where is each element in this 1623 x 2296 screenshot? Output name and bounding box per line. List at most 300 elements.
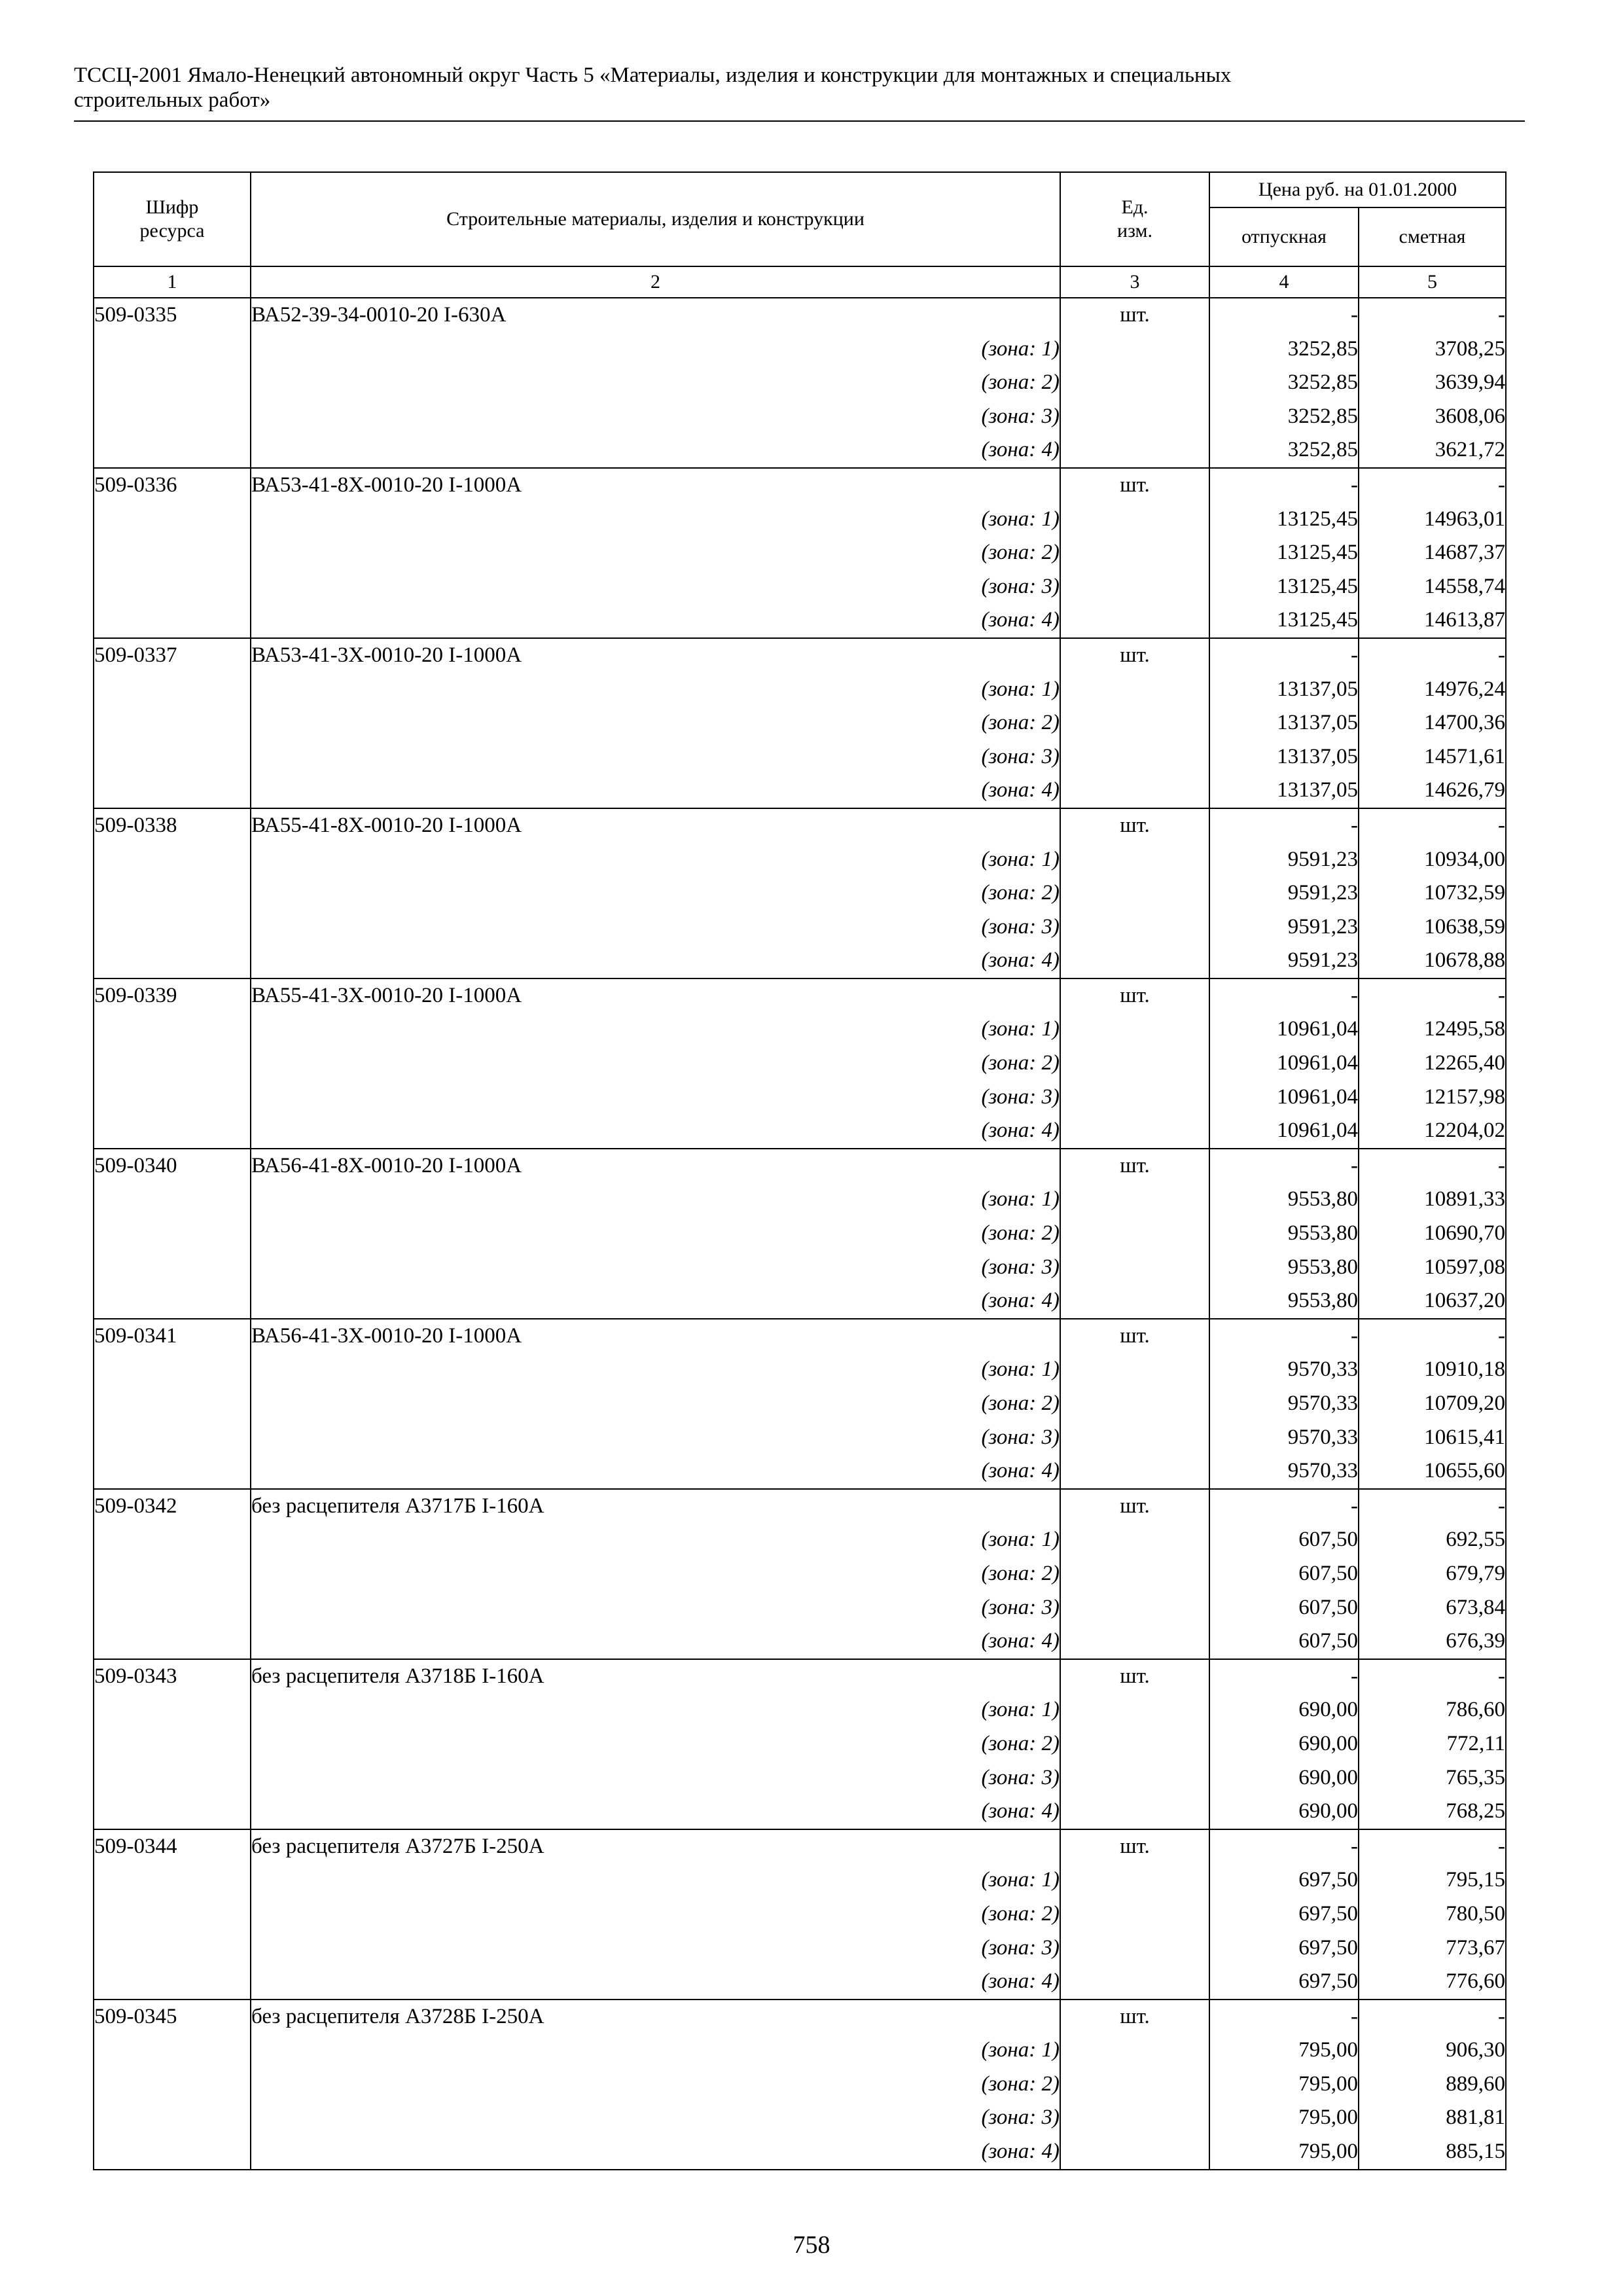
- empty-cell: [1060, 1761, 1209, 1795]
- column-header-price-estimate: сметная: [1359, 207, 1506, 266]
- zone-label: (зона: 1): [251, 332, 1060, 367]
- zone-estimate-price: 10637,20: [1359, 1284, 1506, 1319]
- page-number: 758: [793, 2231, 830, 2259]
- zone-row: [94, 1183, 1506, 1217]
- zone-estimate-price: 14558,74: [1359, 570, 1506, 604]
- zone-release-price: 9591,23: [1209, 876, 1359, 910]
- zone-row: [94, 603, 1506, 638]
- zone-release-price: 607,50: [1209, 1591, 1359, 1625]
- zone-release-price: 10961,04: [1209, 1081, 1359, 1115]
- table-row: [94, 1489, 1506, 1524]
- zone-row: [94, 1114, 1506, 1149]
- column-header-unit: [1060, 172, 1209, 266]
- empty-cell: [1060, 910, 1209, 944]
- column-header-price-group: Цена руб. на 01.01.2000: [1209, 172, 1506, 207]
- empty-cell: [1060, 603, 1209, 638]
- zone-estimate-price: 10615,41: [1359, 1421, 1506, 1455]
- material-name: без расцепителя А3728Б I-250А: [251, 2000, 1060, 2034]
- unit-of-measure: шт.: [1060, 1659, 1209, 1694]
- zone-estimate-price: 12265,40: [1359, 1047, 1506, 1081]
- unit-of-measure: шт.: [1060, 468, 1209, 503]
- empty-cell: [94, 1421, 251, 1455]
- zone-label: (зона: 3): [251, 1081, 1060, 1115]
- zone-release-price: 10961,04: [1209, 1114, 1359, 1149]
- material-name: без расцепителя А3727Б I-250А: [251, 1829, 1060, 1864]
- zone-estimate-price: 10910,18: [1359, 1353, 1506, 1387]
- zone-estimate-price: 14963,01: [1359, 503, 1506, 537]
- zone-row: [94, 1897, 1506, 1931]
- zone-label: (зона: 2): [251, 1217, 1060, 1251]
- release-price: -: [1209, 978, 1359, 1013]
- zone-label: (зона: 4): [251, 944, 1060, 978]
- empty-cell: [1060, 1727, 1209, 1761]
- zone-release-price: 607,50: [1209, 1557, 1359, 1591]
- zone-estimate-price: 10638,59: [1359, 910, 1506, 944]
- zone-row: [94, 366, 1506, 400]
- zone-release-price: 9553,80: [1209, 1251, 1359, 1285]
- empty-cell: [1060, 1624, 1209, 1659]
- zone-estimate-price: 3639,94: [1359, 366, 1506, 400]
- empty-cell: [1060, 1591, 1209, 1625]
- header-rule: [74, 120, 1525, 122]
- zone-estimate-price: 676,39: [1359, 1624, 1506, 1659]
- zone-row: [94, 570, 1506, 604]
- resource-code: 509-0344: [94, 1829, 251, 1864]
- zone-row: [94, 1624, 1506, 1659]
- zone-row: [94, 1863, 1506, 1897]
- resource-code: 509-0345: [94, 2000, 251, 2034]
- zone-estimate-price: 3621,72: [1359, 433, 1506, 468]
- zone-row: [94, 944, 1506, 978]
- zone-release-price: 13125,45: [1209, 536, 1359, 570]
- zone-release-price: 9591,23: [1209, 944, 1359, 978]
- material-name: ВА56-41-8Х-0010-20 I-1000А: [251, 1149, 1060, 1183]
- table-row: [94, 808, 1506, 843]
- unit-of-measure: шт.: [1060, 978, 1209, 1013]
- empty-cell: [1060, 1931, 1209, 1965]
- empty-cell: [94, 774, 251, 808]
- resource-code: 509-0339: [94, 978, 251, 1013]
- zone-row: [94, 2135, 1506, 2170]
- zone-label: (зона: 3): [251, 570, 1060, 604]
- zone-row: [94, 1454, 1506, 1489]
- estimate-price: -: [1359, 1149, 1506, 1183]
- empty-cell: [1060, 2135, 1209, 2170]
- zone-row: [94, 1047, 1506, 1081]
- empty-cell: [1060, 570, 1209, 604]
- empty-cell: [94, 944, 251, 978]
- running-header-line-2: строительных работ»: [74, 88, 271, 112]
- zone-label: (зона: 3): [251, 2101, 1060, 2135]
- empty-cell: [94, 1114, 251, 1149]
- zone-row: [94, 2034, 1506, 2068]
- zone-release-price: 9591,23: [1209, 843, 1359, 877]
- zone-row: [94, 740, 1506, 774]
- estimate-price: -: [1359, 978, 1506, 1013]
- zone-label: (зона: 3): [251, 1421, 1060, 1455]
- zone-release-price: 3252,85: [1209, 332, 1359, 367]
- zone-label: (зона: 3): [251, 910, 1060, 944]
- empty-cell: [94, 1727, 251, 1761]
- zone-label: (зона: 2): [251, 1387, 1060, 1421]
- release-price: -: [1209, 1149, 1359, 1183]
- material-name: без расцепителя А3717Б I-160А: [251, 1489, 1060, 1524]
- zone-row: [94, 1761, 1506, 1795]
- zone-row: [94, 1931, 1506, 1965]
- zone-label: (зона: 4): [251, 433, 1060, 468]
- empty-cell: [94, 2068, 251, 2102]
- empty-cell: [1060, 536, 1209, 570]
- table-row: [94, 1829, 1506, 1864]
- empty-cell: [1060, 1217, 1209, 1251]
- zone-estimate-price: 14613,87: [1359, 603, 1506, 638]
- estimate-price: -: [1359, 298, 1506, 332]
- unit-of-measure: шт.: [1060, 1489, 1209, 1524]
- zone-estimate-price: 14700,36: [1359, 706, 1506, 740]
- empty-cell: [94, 1863, 251, 1897]
- material-name: ВА56-41-3Х-0010-20 I-1000А: [251, 1319, 1060, 1354]
- material-name: без расцепителя А3718Б I-160А: [251, 1659, 1060, 1694]
- zone-release-price: 13137,05: [1209, 706, 1359, 740]
- table-row: [94, 2000, 1506, 2034]
- empty-cell: [94, 706, 251, 740]
- zone-row: [94, 433, 1506, 468]
- empty-cell: [1060, 1795, 1209, 1829]
- zone-estimate-price: 673,84: [1359, 1591, 1506, 1625]
- table-row: [94, 978, 1506, 1013]
- zone-row: [94, 1251, 1506, 1285]
- zone-label: (зона: 1): [251, 673, 1060, 707]
- empty-cell: [1060, 1047, 1209, 1081]
- unit-of-measure: шт.: [1060, 808, 1209, 843]
- zone-row: [94, 843, 1506, 877]
- zone-release-price: 690,00: [1209, 1693, 1359, 1727]
- zone-label: (зона: 3): [251, 1761, 1060, 1795]
- zone-estimate-price: 3608,06: [1359, 400, 1506, 434]
- zone-estimate-price: 10690,70: [1359, 1217, 1506, 1251]
- table-row: [94, 1149, 1506, 1183]
- empty-cell: [1060, 433, 1209, 468]
- zone-release-price: 13137,05: [1209, 774, 1359, 808]
- zone-row: [94, 400, 1506, 434]
- empty-cell: [1060, 1081, 1209, 1115]
- estimate-price: -: [1359, 638, 1506, 673]
- zone-estimate-price: 786,60: [1359, 1693, 1506, 1727]
- empty-cell: [1060, 1557, 1209, 1591]
- zone-estimate-price: 14976,24: [1359, 673, 1506, 707]
- empty-cell: [94, 1931, 251, 1965]
- zone-release-price: 13137,05: [1209, 673, 1359, 707]
- empty-cell: [94, 1251, 251, 1285]
- empty-cell: [1060, 1387, 1209, 1421]
- empty-cell: [94, 1795, 251, 1829]
- empty-cell: [1060, 673, 1209, 707]
- empty-cell: [1060, 1523, 1209, 1557]
- zone-row: [94, 706, 1506, 740]
- zone-estimate-price: 780,50: [1359, 1897, 1506, 1931]
- empty-cell: [94, 2034, 251, 2068]
- unit-of-measure: шт.: [1060, 1319, 1209, 1354]
- zone-estimate-price: 12204,02: [1359, 1114, 1506, 1149]
- estimate-price: -: [1359, 1829, 1506, 1864]
- zone-estimate-price: 776,60: [1359, 1965, 1506, 2000]
- zone-release-price: 795,00: [1209, 2135, 1359, 2170]
- zone-release-price: 690,00: [1209, 1761, 1359, 1795]
- empty-cell: [94, 1557, 251, 1591]
- empty-cell: [1060, 2068, 1209, 2102]
- zone-estimate-price: 773,67: [1359, 1931, 1506, 1965]
- estimate-price: -: [1359, 1319, 1506, 1354]
- zone-row: [94, 910, 1506, 944]
- empty-cell: [94, 366, 251, 400]
- zone-release-price: 3252,85: [1209, 366, 1359, 400]
- empty-cell: [1060, 1965, 1209, 2000]
- empty-cell: [1060, 774, 1209, 808]
- zone-row: [94, 1013, 1506, 1047]
- empty-cell: [94, 673, 251, 707]
- estimate-price: -: [1359, 808, 1506, 843]
- empty-cell: [1060, 503, 1209, 537]
- empty-cell: [1060, 366, 1209, 400]
- zone-label: (зона: 4): [251, 1965, 1060, 2000]
- empty-cell: [94, 740, 251, 774]
- empty-cell: [94, 1965, 251, 2000]
- zone-row: [94, 1591, 1506, 1625]
- material-name: ВА52-39-34-0010-20 I-630А: [251, 298, 1060, 332]
- zone-estimate-price: 768,25: [1359, 1795, 1506, 1829]
- empty-cell: [1060, 1013, 1209, 1047]
- empty-cell: [94, 1353, 251, 1387]
- material-name: ВА55-41-3Х-0010-20 I-1000А: [251, 978, 1060, 1013]
- zone-label: (зона: 1): [251, 2034, 1060, 2068]
- zone-label: (зона: 2): [251, 876, 1060, 910]
- zone-release-price: 13125,45: [1209, 503, 1359, 537]
- zone-label: (зона: 1): [251, 1863, 1060, 1897]
- zone-estimate-price: 3708,25: [1359, 332, 1506, 367]
- zone-release-price: 9553,80: [1209, 1217, 1359, 1251]
- resource-code: 509-0343: [94, 1659, 251, 1694]
- zone-label: (зона: 4): [251, 1284, 1060, 1319]
- zone-label: (зона: 2): [251, 1897, 1060, 1931]
- empty-cell: [94, 1081, 251, 1115]
- zone-release-price: 13137,05: [1209, 740, 1359, 774]
- empty-cell: [1060, 1353, 1209, 1387]
- zone-release-price: 9570,33: [1209, 1353, 1359, 1387]
- empty-cell: [1060, 740, 1209, 774]
- zone-release-price: 690,00: [1209, 1727, 1359, 1761]
- zone-release-price: 9553,80: [1209, 1284, 1359, 1319]
- empty-cell: [94, 1454, 251, 1489]
- empty-cell: [1060, 400, 1209, 434]
- release-price: -: [1209, 1489, 1359, 1524]
- zone-release-price: 10961,04: [1209, 1013, 1359, 1047]
- zone-label: (зона: 1): [251, 1523, 1060, 1557]
- zone-label: (зона: 2): [251, 2068, 1060, 2102]
- material-name: ВА55-41-8Х-0010-20 I-1000А: [251, 808, 1060, 843]
- unit-of-measure: шт.: [1060, 298, 1209, 332]
- zone-label: (зона: 3): [251, 400, 1060, 434]
- zone-label: (зона: 4): [251, 603, 1060, 638]
- release-price: -: [1209, 808, 1359, 843]
- zone-label: (зона: 3): [251, 1251, 1060, 1285]
- unit-of-measure: шт.: [1060, 638, 1209, 673]
- zone-row: [94, 1353, 1506, 1387]
- zone-release-price: 3252,85: [1209, 433, 1359, 468]
- column-number-4: 4: [1209, 266, 1359, 298]
- resource-code: 509-0338: [94, 808, 251, 843]
- zone-release-price: 690,00: [1209, 1795, 1359, 1829]
- zone-label: (зона: 4): [251, 1624, 1060, 1659]
- zone-release-price: 3252,85: [1209, 400, 1359, 434]
- empty-cell: [1060, 1863, 1209, 1897]
- zone-row: [94, 2068, 1506, 2102]
- zone-row: [94, 876, 1506, 910]
- zone-row: [94, 2101, 1506, 2135]
- column-header-price-release: отпускная: [1209, 207, 1359, 266]
- zone-row: [94, 1965, 1506, 2000]
- table-row: [94, 638, 1506, 673]
- zone-estimate-price: 10934,00: [1359, 843, 1506, 877]
- empty-cell: [1060, 1114, 1209, 1149]
- estimate-price: -: [1359, 1659, 1506, 1694]
- table-row: [94, 468, 1506, 503]
- empty-cell: [94, 876, 251, 910]
- zone-release-price: 9570,33: [1209, 1387, 1359, 1421]
- zone-estimate-price: 10891,33: [1359, 1183, 1506, 1217]
- estimate-price: -: [1359, 468, 1506, 503]
- material-name: ВА53-41-3Х-0010-20 I-1000А: [251, 638, 1060, 673]
- running-header: [74, 63, 1525, 113]
- price-table: [93, 171, 1507, 2170]
- empty-cell: [1060, 1183, 1209, 1217]
- zone-release-price: 697,50: [1209, 1931, 1359, 1965]
- zone-label: (зона: 2): [251, 1557, 1060, 1591]
- zone-label: (зона: 4): [251, 1454, 1060, 1489]
- empty-cell: [1060, 2101, 1209, 2135]
- zone-release-price: 9570,33: [1209, 1454, 1359, 1489]
- zone-release-price: 795,00: [1209, 2101, 1359, 2135]
- zone-estimate-price: 889,60: [1359, 2068, 1506, 2102]
- zone-estimate-price: 765,35: [1359, 1761, 1506, 1795]
- empty-cell: [94, 603, 251, 638]
- estimate-price: -: [1359, 1489, 1506, 1524]
- zone-estimate-price: 692,55: [1359, 1523, 1506, 1557]
- column-header-name: Строительные материалы, изделия и конструкции: [251, 172, 1060, 266]
- zone-estimate-price: 10732,59: [1359, 876, 1506, 910]
- empty-cell: [94, 1183, 251, 1217]
- column-number-5: 5: [1359, 266, 1506, 298]
- zone-label: (зона: 2): [251, 536, 1060, 570]
- empty-cell: [94, 503, 251, 537]
- release-price: -: [1209, 468, 1359, 503]
- empty-cell: [94, 1387, 251, 1421]
- empty-cell: [94, 1624, 251, 1659]
- zone-estimate-price: 12495,58: [1359, 1013, 1506, 1047]
- resource-code: 509-0336: [94, 468, 251, 503]
- zone-release-price: 697,50: [1209, 1863, 1359, 1897]
- release-price: -: [1209, 1319, 1359, 1354]
- zone-estimate-price: 12157,98: [1359, 1081, 1506, 1115]
- empty-cell: [94, 1591, 251, 1625]
- material-name: ВА53-41-8Х-0010-20 I-1000А: [251, 468, 1060, 503]
- empty-cell: [94, 1284, 251, 1319]
- running-header-line-1: ТССЦ-2001 Ямало-Ненецкий автономный округ Часть 5 «Материалы, изделия и конструкции для монтажных и специальных: [74, 63, 1232, 87]
- zone-label: (зона: 2): [251, 706, 1060, 740]
- zone-row: [94, 332, 1506, 367]
- resource-code: 509-0342: [94, 1489, 251, 1524]
- empty-cell: [94, 570, 251, 604]
- zone-estimate-price: 10655,60: [1359, 1454, 1506, 1489]
- unit-of-measure: шт.: [1060, 2000, 1209, 2034]
- empty-cell: [1060, 1251, 1209, 1285]
- empty-cell: [1060, 1454, 1209, 1489]
- table-row: [94, 1319, 1506, 1354]
- zone-release-price: 9553,80: [1209, 1183, 1359, 1217]
- zone-label: (зона: 4): [251, 2135, 1060, 2170]
- zone-row: [94, 1523, 1506, 1557]
- unit-of-measure: шт.: [1060, 1149, 1209, 1183]
- empty-cell: [1060, 2034, 1209, 2068]
- release-price: -: [1209, 298, 1359, 332]
- zone-row: [94, 1693, 1506, 1727]
- zone-row: [94, 1421, 1506, 1455]
- resource-code: 509-0335: [94, 298, 251, 332]
- zone-estimate-price: 881,81: [1359, 2101, 1506, 2135]
- zone-row: [94, 1795, 1506, 1829]
- zone-row: [94, 1284, 1506, 1319]
- empty-cell: [94, 1897, 251, 1931]
- empty-cell: [94, 332, 251, 367]
- empty-cell: [1060, 1421, 1209, 1455]
- zone-release-price: 10961,04: [1209, 1047, 1359, 1081]
- empty-cell: [94, 1047, 251, 1081]
- column-header-unit-line-2: изм.: [1117, 220, 1152, 242]
- release-price: -: [1209, 1659, 1359, 1694]
- zone-release-price: 697,50: [1209, 1965, 1359, 2000]
- zone-label: (зона: 1): [251, 1183, 1060, 1217]
- zone-label: (зона: 4): [251, 774, 1060, 808]
- zone-release-price: 795,00: [1209, 2068, 1359, 2102]
- zone-estimate-price: 885,15: [1359, 2135, 1506, 2170]
- empty-cell: [1060, 1897, 1209, 1931]
- release-price: -: [1209, 1829, 1359, 1864]
- zone-estimate-price: 10597,08: [1359, 1251, 1506, 1285]
- zone-label: (зона: 3): [251, 1931, 1060, 1965]
- zone-row: [94, 1081, 1506, 1115]
- empty-cell: [94, 1217, 251, 1251]
- empty-cell: [1060, 706, 1209, 740]
- empty-cell: [94, 1693, 251, 1727]
- zone-row: [94, 503, 1506, 537]
- zone-row: [94, 1217, 1506, 1251]
- zone-estimate-price: 906,30: [1359, 2034, 1506, 2068]
- zone-row: [94, 673, 1506, 707]
- empty-cell: [94, 400, 251, 434]
- zone-label: (зона: 1): [251, 1013, 1060, 1047]
- zone-estimate-price: 10678,88: [1359, 944, 1506, 978]
- empty-cell: [94, 1013, 251, 1047]
- zone-estimate-price: 10709,20: [1359, 1387, 1506, 1421]
- column-number-3: 3: [1060, 266, 1209, 298]
- zone-label: (зона: 1): [251, 1693, 1060, 1727]
- zone-release-price: 607,50: [1209, 1523, 1359, 1557]
- column-header-code: [94, 172, 251, 266]
- zone-estimate-price: 14626,79: [1359, 774, 1506, 808]
- column-header-unit-line-1: Ед.: [1121, 196, 1149, 218]
- zone-row: [94, 774, 1506, 808]
- zone-label: (зона: 3): [251, 1591, 1060, 1625]
- zone-release-price: 697,50: [1209, 1897, 1359, 1931]
